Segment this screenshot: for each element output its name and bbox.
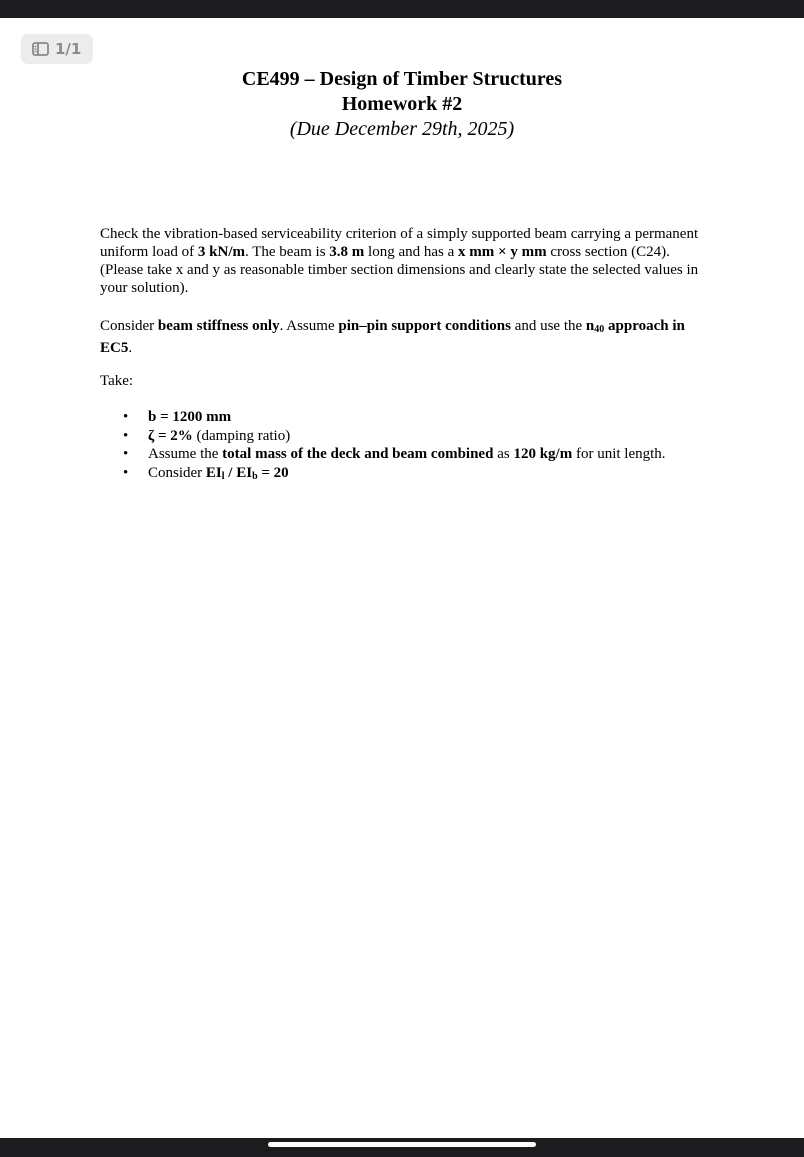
list-item: • b = 1200 mm — [100, 408, 740, 427]
given-values-list — [100, 408, 740, 486]
assumptions-paragraph: Consider beam stiffness only. Assume pin–pin support conditions and use the $n_{40}$ approach in EC5. — [100, 318, 685, 356]
document-pages-icon — [32, 42, 49, 56]
home-indicator[interactable] — [268, 1142, 536, 1147]
list-item: • Assume the total mass of the deck and beam combined as 120 kg/m for unit length. — [100, 445, 740, 464]
page-indicator-label: 1/1 — [55, 40, 82, 58]
document-page — [0, 18, 804, 1138]
homework-title: Homework #2 — [341, 93, 463, 115]
course-title: CE499 – Design of Timber Structures — [241, 68, 563, 90]
take-label: Take: — [100, 373, 134, 389]
list-item: • ζ = 2% (damping ratio) — [100, 427, 740, 446]
page-indicator[interactable] — [21, 34, 93, 64]
problem-statement: Check the vibration-based serviceability criterion of a simply supported beam carrying a permanent uniform load of 3 kN/m. The beam is 3.8 m long and has a x mm × y mm cross section (C24). (Please take x and y as reasonable timber section dimensions and clearly state the selected values in your solution). — [100, 226, 699, 296]
document-header — [0, 67, 804, 142]
due-date: (Due December 29th, 2025) — [289, 118, 515, 140]
list-item: • Consider $EI_l / EI_b = 20$ — [100, 464, 740, 487]
